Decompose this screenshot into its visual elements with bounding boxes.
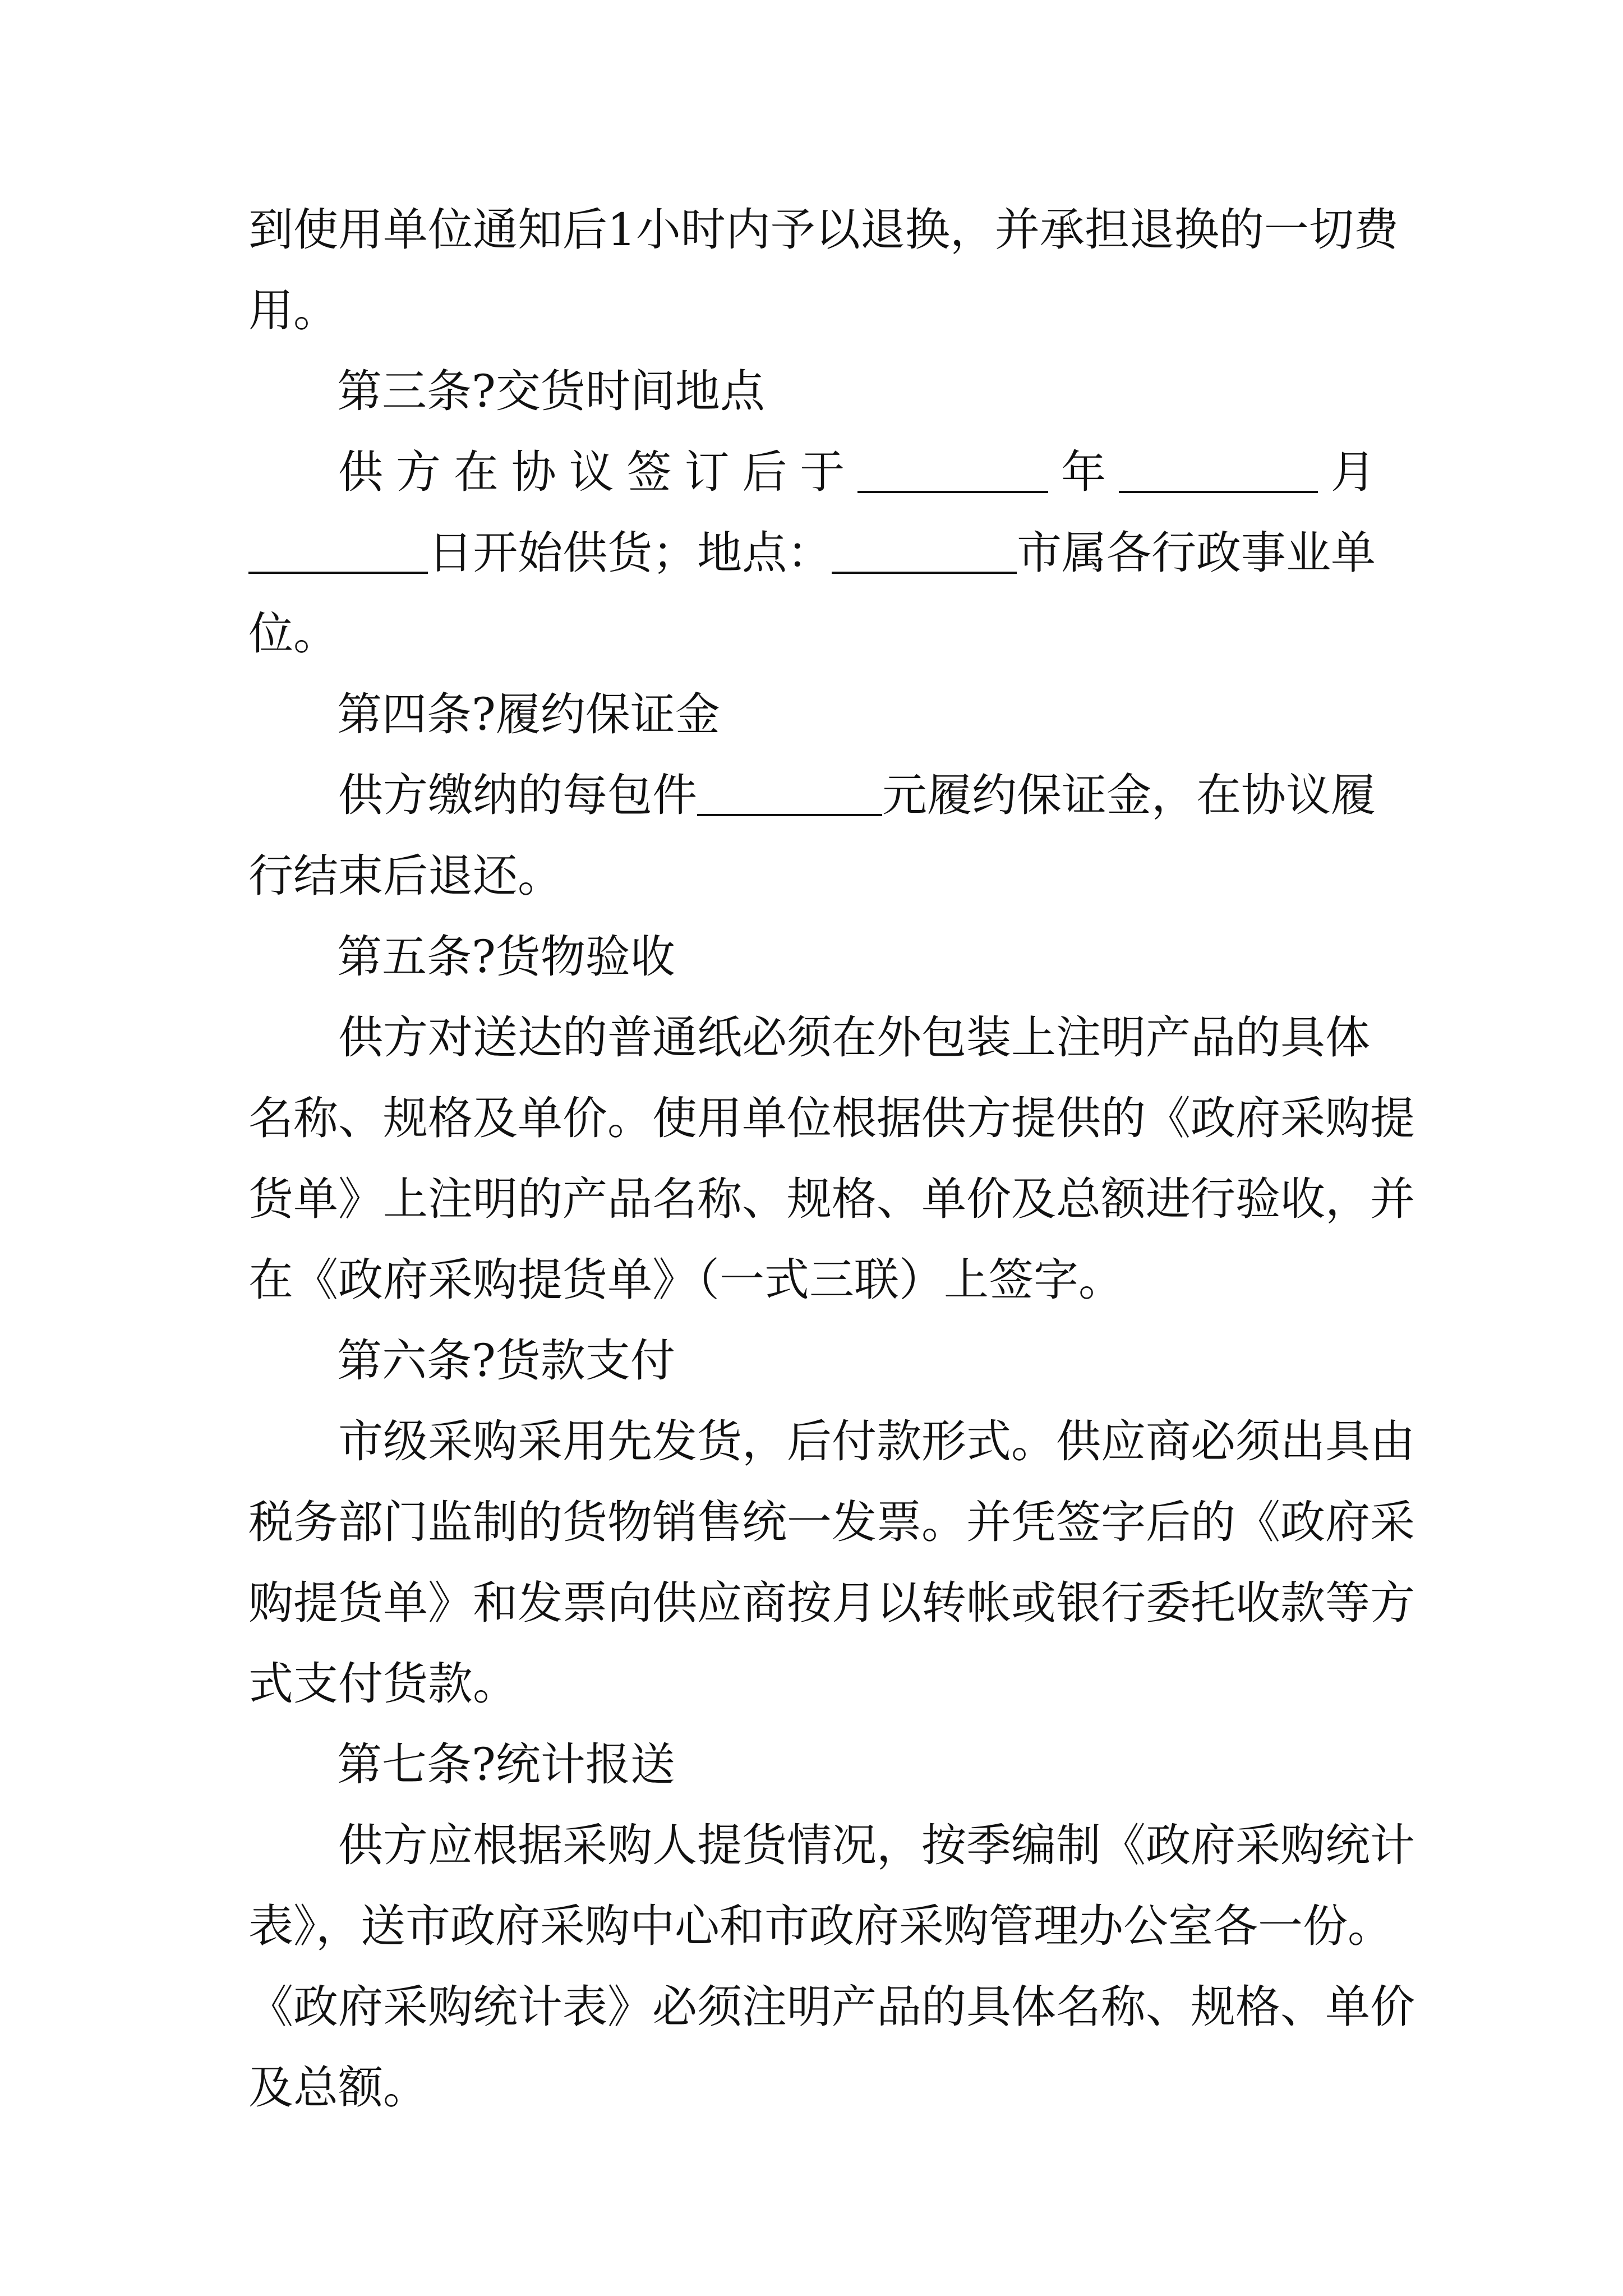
article-6-line: 式支付货款。 <box>248 1658 518 1710</box>
text-char: 供 <box>338 446 383 498</box>
text-char: 于 <box>800 446 845 498</box>
text-char: 到 <box>248 204 293 256</box>
text-char: 的 <box>1219 204 1264 256</box>
article-6-line: 税务部门监制的货物销售统一发票。并凭签字后的《政府采 <box>248 1496 1415 1548</box>
article-6-line: 市级采购采用先发货，后付款形式。供应商必须出具由 <box>338 1415 1415 1467</box>
article-5-line: 货单》上注明的产品名称、规格、单价及总额进行验收，并 <box>248 1173 1415 1225</box>
text-char: ， <box>949 204 995 256</box>
article-6-heading: 第六条?货款支付 <box>337 1335 675 1387</box>
deposit-suffix-text: 元履约保证金，在协议履 <box>882 769 1376 821</box>
article-3-heading: 第三条?交货时间地点 <box>337 365 765 417</box>
text-char: 换 <box>905 204 950 256</box>
deposit-prefix-text: 供方缴纳的每包件 <box>338 769 697 821</box>
text-char: 在 <box>453 446 499 498</box>
text-char: 使 <box>293 204 338 256</box>
text-char: 后 <box>562 204 607 256</box>
text-char: 退 <box>1129 204 1174 256</box>
text-char: 并 <box>994 204 1040 256</box>
article-4-line-a <box>248 755 1376 836</box>
text-char: 退 <box>860 204 905 256</box>
article-7-line: 表》，送市政府采购中心和市政府采购管理办公室各一份。 <box>248 1900 1393 1952</box>
month-blank-line <box>1119 452 1318 493</box>
article-7-heading: 第七条?统计报送 <box>337 1738 675 1791</box>
text-char: 时 <box>680 204 726 256</box>
text-char: 订 <box>684 446 730 498</box>
text-char: 1 <box>607 204 636 256</box>
document-body <box>248 190 1415 2128</box>
article-3-line-c: 位。 <box>248 608 338 660</box>
text-char: 签 <box>626 446 672 498</box>
day-blank-line <box>248 532 428 574</box>
text-char: 一 <box>1264 204 1309 256</box>
text-char: 后 <box>742 446 787 498</box>
article-5-line: 名称、规格及单价。使用单位根据供方提供的《政府采购提 <box>248 1092 1415 1144</box>
text-char: 方 <box>395 446 441 498</box>
article-7-line: 《政府采购统计表》必须注明产品的具体名称、规格、单价 <box>248 1981 1415 2033</box>
text-char: 承 <box>1039 204 1085 256</box>
location-blank-line <box>832 532 1017 574</box>
text-char: 用 <box>338 204 383 256</box>
article-4-line-b: 行结束后退还。 <box>248 850 562 902</box>
article-3-line-b <box>248 513 1376 593</box>
text-char: 以 <box>815 204 860 256</box>
article-5-heading: 第五条?货物验收 <box>337 931 675 983</box>
month-label: 月 <box>1330 446 1376 498</box>
text-char: 予 <box>770 204 815 256</box>
text-char: 内 <box>725 204 771 256</box>
article-6-line: 购提货单》和发票向供应商按月以转帐或银行委托收款等方 <box>248 1577 1415 1629</box>
article-7-line: 及总额。 <box>248 2062 428 2114</box>
text-char: 担 <box>1084 204 1129 256</box>
deposit-blank-line <box>697 775 882 816</box>
day-start-text: 日开始供货；地点： <box>428 527 832 579</box>
text-char: 小 <box>635 204 681 256</box>
article-7-line: 供方应根据采购人提货情况，按季编制《政府采购统计 <box>338 1819 1415 1871</box>
paragraph-line-1 <box>248 190 1399 270</box>
article-3-line-a <box>248 432 1376 513</box>
year-label: 年 <box>1061 446 1106 498</box>
article-4-heading: 第四条?履约保证金 <box>337 688 720 740</box>
paragraph-line-2: 用。 <box>248 284 338 337</box>
text-char: 位 <box>428 204 473 256</box>
year-blank-line <box>857 452 1048 493</box>
text-char: 议 <box>569 446 614 498</box>
location-suffix-text: 市属各行政事业单 <box>1017 527 1376 579</box>
text-char: 换 <box>1174 204 1219 256</box>
text-char: 费 <box>1353 204 1399 256</box>
text-char: 知 <box>518 204 562 256</box>
article-5-line: 供方对送达的普通纸必须在外包装上注明产品的具体 <box>338 1011 1370 1064</box>
text-char: 单 <box>383 204 428 256</box>
text-char: 切 <box>1308 204 1354 256</box>
text-char: 通 <box>473 204 518 256</box>
article-5-line: 在《政府采购提货单》（一式三联）上签字。 <box>248 1254 1123 1306</box>
text-char: 协 <box>511 446 556 498</box>
